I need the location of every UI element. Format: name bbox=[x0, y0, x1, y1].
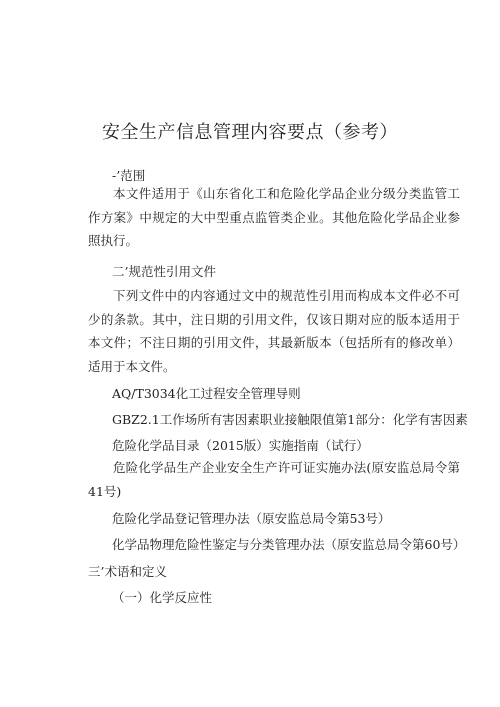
section-heading-scope: -’范围 bbox=[112, 168, 146, 183]
reference-item: 危险化学品目录（2015版）实施指南（试行） bbox=[112, 438, 369, 453]
references-paragraph: 下列文件中的内容通过文中的规范性引用而构成本文件必不可少的条款。其中，注日期的引用文件，仅该日期对应的版本适用于本文件；不注日期的引用文件，其最新版本（包括所有的修改单）适用于本文件。 bbox=[88, 288, 460, 374]
subsection-heading-chemical-reactivity: （一）化学反应性 bbox=[112, 590, 213, 605]
section-heading-terms: 三’术语和定义 bbox=[88, 564, 167, 579]
section-heading-references: 二’规范性引用文件 bbox=[112, 264, 216, 279]
reference-item: GBZ2.1工作场所有害因素职业接触限值第1部分：化学有害因素 bbox=[112, 412, 468, 427]
reference-item: AQ/T3034化工过程安全管理导则 bbox=[112, 386, 301, 401]
reference-item: 危险化学品登记管理办法（原安监总局令第53号） bbox=[112, 511, 391, 526]
scope-paragraph: 本文件适用于《山东省化工和危险化学品企业分级分类监管工作方案》中规定的大中型重点监管类企业。其他危险化学品企业参照执行。 bbox=[88, 186, 460, 248]
reference-item: 化学品物理危险性鉴定与分类管理办法（原安监总局令第60号） bbox=[112, 537, 466, 552]
document-title: 安全生产信息管理内容要点（参考） bbox=[102, 122, 398, 143]
reference-item: 危险化学品生产企业安全生产许可证实施办法(原安监总局令第41号) bbox=[88, 460, 460, 499]
